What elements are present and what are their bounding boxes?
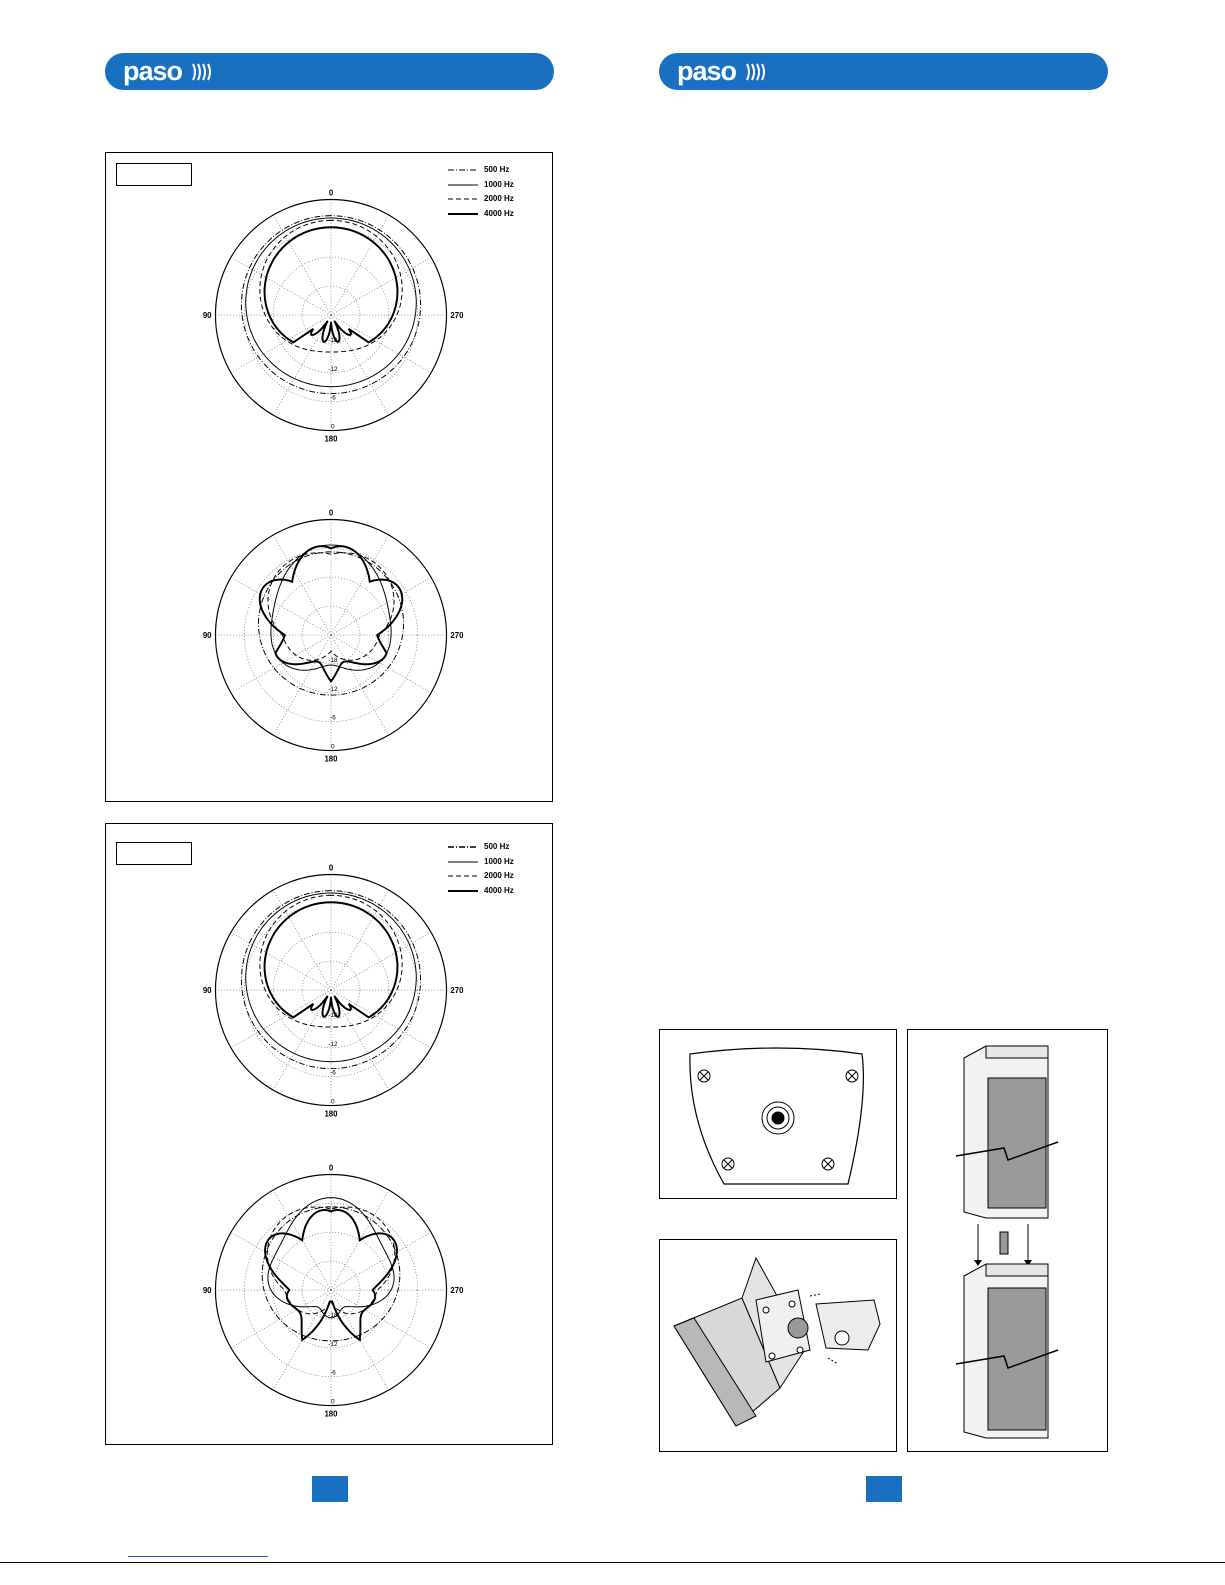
polar-plot xyxy=(196,852,466,1137)
polar-grid xyxy=(196,852,466,1132)
legend-item-4000: 4000 Hz xyxy=(484,208,514,218)
polar-curve-500 xyxy=(262,1207,400,1341)
wall-bracket-figure xyxy=(659,1239,897,1452)
ring-label: 0 xyxy=(331,423,335,431)
ring-label: -12 xyxy=(328,685,338,693)
polar-panel-1 xyxy=(105,152,553,802)
ring-label: -6 xyxy=(330,1369,336,1377)
header-banner-right xyxy=(659,53,1108,90)
bottom-rule xyxy=(0,1562,1225,1563)
ring-label: 0 xyxy=(331,743,335,751)
angle-label-bottom: 180 xyxy=(324,1409,338,1419)
angle-label-bottom: 180 xyxy=(324,1109,338,1119)
polar-plot xyxy=(196,1152,466,1437)
ring-label: -12 xyxy=(328,365,338,373)
legend-item-4000: 4000 Hz xyxy=(484,885,514,895)
header-banner-left xyxy=(105,53,554,90)
ring-label: -18 xyxy=(328,656,338,664)
page-number-box-right xyxy=(866,1476,902,1502)
page-number-box-left xyxy=(312,1476,348,1502)
ring-label: 0 xyxy=(331,1398,335,1406)
speaker-lower xyxy=(956,1264,1058,1438)
polar-panel-2 xyxy=(105,823,553,1445)
ring-label: -6 xyxy=(330,394,336,402)
legend-item-1000: 1000 Hz xyxy=(484,179,514,189)
angle-label-top: 0 xyxy=(328,1163,334,1173)
angle-label-bottom: 180 xyxy=(324,754,338,764)
logo-waves-icon xyxy=(745,62,769,82)
polar-plot xyxy=(196,177,466,462)
column-stack-figure xyxy=(907,1029,1108,1452)
legend-item-1000: 1000 Hz xyxy=(484,856,514,866)
legend-item-500: 500 Hz xyxy=(484,842,510,851)
ring-label: -18 xyxy=(328,1311,338,1319)
angle-label-top: 0 xyxy=(328,508,334,518)
model-label-box xyxy=(116,842,192,865)
polar-plot xyxy=(196,497,466,782)
angle-label-left: 90 xyxy=(202,985,212,995)
angle-label-right: 270 xyxy=(450,630,464,640)
legend-item-2000: 2000 Hz xyxy=(484,871,514,880)
speaker-upper xyxy=(956,1046,1058,1218)
angle-label-left: 90 xyxy=(202,1285,212,1295)
bottom-link-line xyxy=(128,1556,268,1557)
legend-item-2000: 2000 Hz xyxy=(484,194,514,203)
angle-label-bottom: 180 xyxy=(324,434,338,444)
ring-label: -18 xyxy=(328,336,338,344)
mounting-plate-figure xyxy=(659,1029,897,1199)
ring-label: -18 xyxy=(328,1011,338,1019)
angle-label-left: 90 xyxy=(202,630,212,640)
angle-label-right: 270 xyxy=(450,310,464,320)
wall-bracket-icon xyxy=(660,1240,896,1451)
ring-label: 0 xyxy=(331,1098,335,1106)
angle-label-right: 270 xyxy=(450,1285,464,1295)
brand-logo: paso xyxy=(677,56,737,86)
ring-label: -12 xyxy=(328,1040,338,1048)
ring-label: -12 xyxy=(328,1340,338,1348)
logo-waves-icon xyxy=(191,62,215,82)
polar-grid xyxy=(196,1152,466,1432)
angle-label-top: 0 xyxy=(328,863,334,873)
model-label-box xyxy=(116,163,192,186)
legend-item-500: 500 Hz xyxy=(484,165,510,174)
ring-label: -6 xyxy=(330,1069,336,1077)
angle-label-left: 90 xyxy=(202,310,212,320)
angle-label-right: 270 xyxy=(450,985,464,995)
polar-grid xyxy=(196,497,466,777)
ring-label: -6 xyxy=(330,714,336,722)
brand-logo: paso xyxy=(123,56,183,86)
angle-label-top: 0 xyxy=(328,188,334,198)
column-stack-icon xyxy=(908,1030,1107,1451)
mounting-plate-icon xyxy=(660,1030,896,1198)
polar-grid xyxy=(196,177,466,457)
